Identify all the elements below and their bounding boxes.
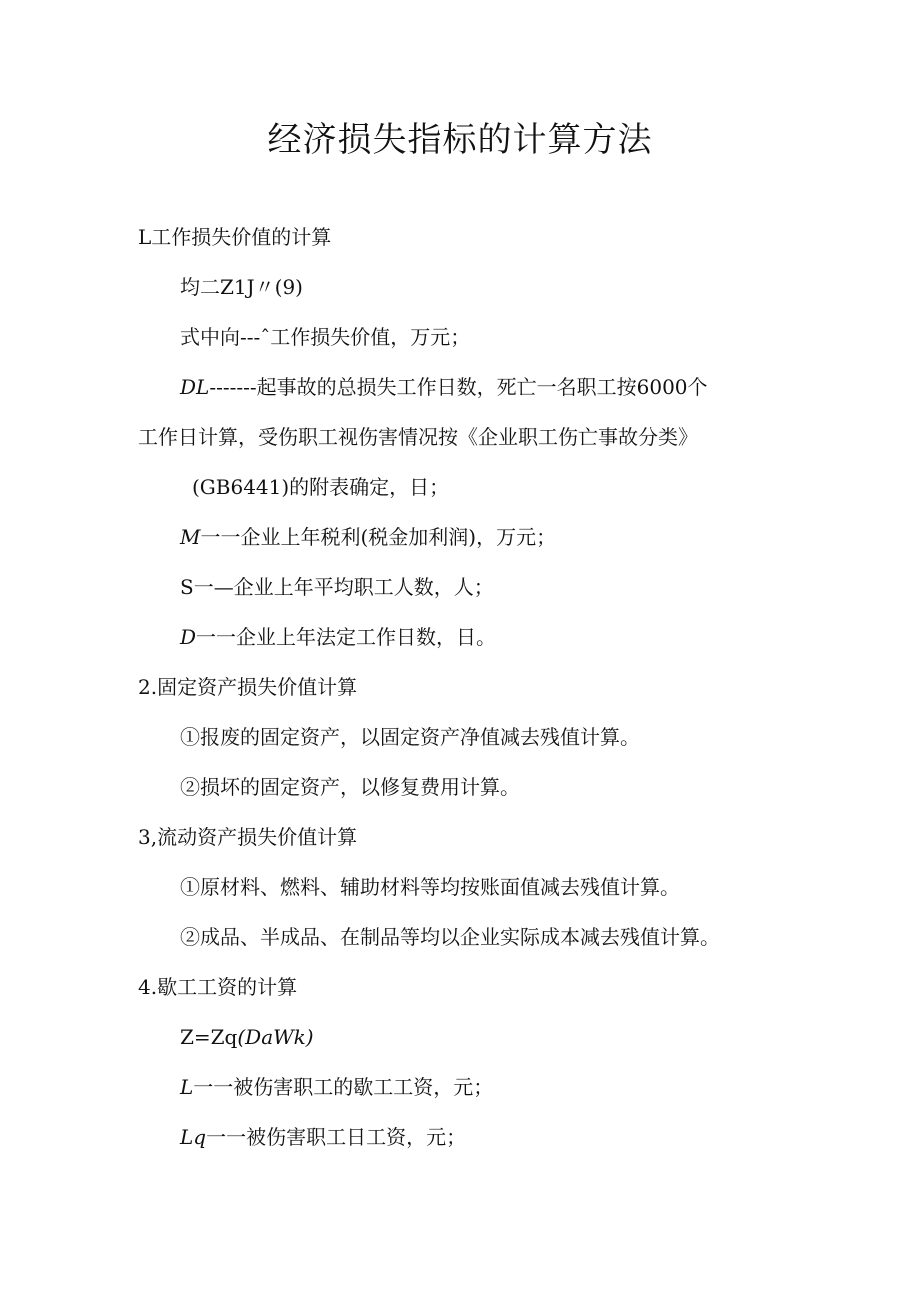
text-line xyxy=(180,772,520,802)
text-line xyxy=(180,322,470,352)
text-segment: 工作日计算，受伤职工视伤害情况按《企业职工伤亡事故分类》 xyxy=(138,425,698,449)
text-segment: 一一企业上年法定工作日数，日。 xyxy=(196,625,497,649)
text-segment: (DaWk) xyxy=(237,1025,314,1049)
text-segment: S一—企业上年平均职工人数，人； xyxy=(180,575,494,599)
text-line xyxy=(180,1122,466,1152)
text-segment: 一一被伤害职工日工资，元； xyxy=(206,1125,467,1149)
text-line xyxy=(138,422,698,452)
text-line xyxy=(180,372,708,402)
text-segment: M xyxy=(180,525,201,549)
text-segment: 一一企业上年税利(税金加利润)，万元； xyxy=(200,525,557,549)
text-line xyxy=(180,722,640,752)
page-title: 经济损失指标的计算方法 xyxy=(267,120,653,160)
text-segment: 一一被伤害职工的歇工工资，元； xyxy=(193,1075,494,1099)
text-segment: -------起事故的总损失工作日数，死亡一名职工按6000个 xyxy=(209,375,708,399)
text-line xyxy=(138,222,331,252)
text-segment: ①报废的固定资产，以固定资产净值减去残值计算。 xyxy=(180,725,640,749)
text-segment: L xyxy=(180,1075,194,1099)
text-segment: 式中向---ˆ工作损失价值，万元； xyxy=(180,325,471,349)
text-segment: 3,流动资产损失价值计算 xyxy=(138,825,358,849)
text-line xyxy=(180,622,496,652)
text-segment: 4.歇工工资的计算 xyxy=(138,975,298,999)
text-line xyxy=(192,472,449,502)
text-segment: L工作损失价值的计算 xyxy=(138,225,332,249)
text-line xyxy=(138,672,357,702)
text-segment: Z=Zq xyxy=(180,1025,238,1049)
text-segment: DL xyxy=(180,375,210,399)
text-line xyxy=(180,1072,493,1102)
text-segment: 2.固定资产损失价值计算 xyxy=(138,675,358,699)
text-line xyxy=(180,272,303,302)
text-line xyxy=(138,972,297,1002)
text-segment: (GB6441)的附表确定，日； xyxy=(192,475,450,499)
text-line xyxy=(138,822,357,852)
text-segment: 均二Z1J〃(9) xyxy=(180,275,303,299)
text-line xyxy=(180,572,494,602)
text-line xyxy=(180,522,556,552)
text-segment: ②成品、半成品、在制品等均以企业实际成本减去残值计算。 xyxy=(180,925,720,949)
text-segment: Lq xyxy=(180,1125,207,1149)
text-segment: ①原材料、燃料、辅助材料等均按账面值减去残值计算。 xyxy=(180,875,680,899)
text-line xyxy=(180,1022,314,1052)
text-segment: D xyxy=(180,625,197,649)
text-line xyxy=(180,872,680,902)
text-segment: ②损坏的固定资产，以修复费用计算。 xyxy=(180,775,520,799)
text-line xyxy=(180,922,720,952)
